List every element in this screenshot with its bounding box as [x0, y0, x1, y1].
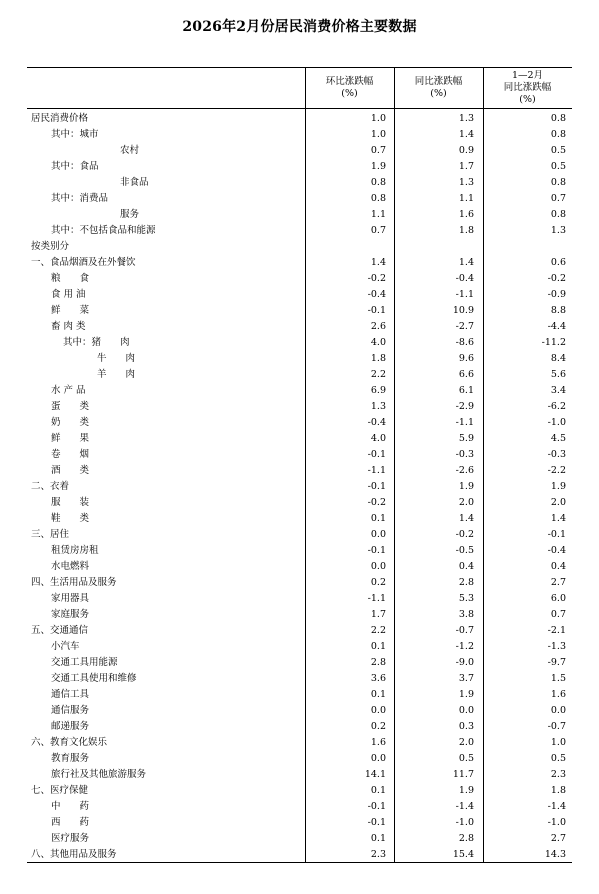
cumulative-value: -11.2 [541, 337, 566, 348]
cumulative-value: 0.5 [550, 753, 566, 764]
mom-value: 3.6 [370, 673, 386, 684]
table-row [27, 799, 572, 815]
row-label: 八、其他用品及服务 [31, 849, 117, 860]
row-label: 交通工具使用和维修 [51, 673, 137, 684]
row-label: 奶 类 [51, 417, 90, 428]
table-row [27, 335, 572, 351]
cumulative-value: -1.4 [547, 801, 566, 812]
table-row [27, 751, 572, 767]
table-row [27, 271, 572, 287]
mom-value: 0.0 [370, 753, 386, 764]
mom-value: 2.2 [370, 625, 386, 636]
mom-value: 1.0 [370, 113, 386, 124]
cumulative-value: 2.0 [550, 497, 566, 508]
yoy-value: 2.8 [458, 577, 474, 588]
yoy-value: -2.7 [455, 321, 474, 332]
table-row [27, 287, 572, 303]
yoy-value: 1.9 [458, 481, 474, 492]
table-row [27, 111, 572, 127]
table-row [27, 143, 572, 159]
yoy-value: 0.9 [458, 145, 474, 156]
table-row [27, 463, 572, 479]
yoy-value: 0.4 [458, 561, 474, 572]
cumulative-value: -2.1 [547, 625, 566, 636]
row-label: 西 药 [51, 817, 90, 828]
yoy-value: -9.0 [455, 657, 474, 668]
table-row [27, 559, 572, 575]
table-row [27, 303, 572, 319]
yoy-value: -0.4 [455, 273, 474, 284]
row-label: 粮 食 [51, 273, 90, 284]
row-label: 食 用 油 [51, 289, 86, 300]
table-row [27, 479, 572, 495]
cumulative-value: 1.4 [550, 513, 566, 524]
row-label: 其中：不包括食品和能源 [51, 225, 156, 236]
yoy-value: -1.1 [455, 289, 474, 300]
table-row [27, 607, 572, 623]
yoy-value: -0.7 [455, 625, 474, 636]
cumulative-value: 1.9 [550, 481, 566, 492]
mom-value: -0.1 [367, 801, 386, 812]
cumulative-value: 1.0 [550, 737, 566, 748]
mom-value: -0.1 [367, 545, 386, 556]
mom-value: -0.1 [367, 481, 386, 492]
mom-value: 0.1 [370, 513, 386, 524]
row-label: 羊 肉 [97, 369, 136, 380]
table-row [27, 495, 572, 511]
mom-value: 0.1 [370, 785, 386, 796]
yoy-value: 2.0 [458, 497, 474, 508]
yoy-value: 1.9 [458, 785, 474, 796]
table-row [27, 735, 572, 751]
yoy-value: -2.6 [455, 465, 474, 476]
row-label: 七、医疗保健 [31, 785, 89, 796]
cumulative-value: 0.8 [550, 177, 566, 188]
table-row [27, 127, 572, 143]
yoy-value: -2.9 [455, 401, 474, 412]
mom-value: 0.2 [370, 721, 386, 732]
mom-value: 1.4 [370, 257, 386, 268]
mom-value: -0.1 [367, 449, 386, 460]
yoy-value: 3.7 [458, 673, 474, 684]
cumulative-value: -1.3 [547, 641, 566, 652]
table-row [27, 687, 572, 703]
mom-value: 2.8 [370, 657, 386, 668]
row-label: 三、居住 [31, 529, 70, 540]
table-row [27, 543, 572, 559]
mom-value: 0.1 [370, 641, 386, 652]
row-label: 二、衣着 [31, 481, 70, 492]
mom-value: 2.2 [370, 369, 386, 380]
mom-value: 4.0 [370, 433, 386, 444]
row-label: 一、食品烟酒及在外餐饮 [31, 257, 136, 268]
table-row [27, 319, 572, 335]
cumulative-value: -0.9 [547, 289, 566, 300]
cumulative-value: -0.2 [547, 273, 566, 284]
yoy-value: 1.4 [458, 257, 474, 268]
yoy-value: 9.6 [458, 353, 474, 364]
cumulative-value: -6.2 [547, 401, 566, 412]
yoy-value: 1.6 [458, 209, 474, 220]
table-row [27, 703, 572, 719]
mom-value: -0.2 [367, 497, 386, 508]
mom-value: 0.0 [370, 529, 386, 540]
yoy-value: 6.1 [458, 385, 474, 396]
yoy-value: -8.6 [455, 337, 474, 348]
yoy-value: -0.3 [455, 449, 474, 460]
mom-value: 0.7 [370, 145, 386, 156]
yoy-value: 0.0 [458, 705, 474, 716]
yoy-value: 1.3 [458, 177, 474, 188]
mom-value: 2.3 [370, 849, 386, 860]
mom-value: 1.1 [370, 209, 386, 220]
yoy-value: 2.8 [458, 833, 474, 844]
mom-value: 0.8 [370, 193, 386, 204]
yoy-value: 11.7 [452, 769, 474, 780]
table-row [27, 159, 572, 175]
row-label: 牛 肉 [97, 353, 136, 364]
mom-value: 1.0 [370, 129, 386, 140]
yoy-value: 6.6 [458, 369, 474, 380]
cumulative-value: -0.7 [547, 721, 566, 732]
mom-value: -0.1 [367, 305, 386, 316]
row-label: 鲜 菜 [51, 305, 90, 316]
row-label: 医疗服务 [51, 833, 90, 844]
cumulative-value: -0.3 [547, 449, 566, 460]
yoy-value: 1.4 [458, 513, 474, 524]
table-row [27, 831, 572, 847]
row-label: 邮递服务 [51, 721, 90, 732]
mom-value: -1.1 [367, 465, 386, 476]
yoy-value: -1.4 [455, 801, 474, 812]
header-divider [27, 108, 572, 109]
row-label: 其中：消费品 [51, 193, 109, 204]
cpi-table [27, 67, 572, 863]
row-label: 家庭服务 [51, 609, 90, 620]
cumulative-value: 6.0 [550, 593, 566, 604]
row-label: 居民消费价格 [31, 113, 89, 124]
cumulative-value: 0.4 [550, 561, 566, 572]
mom-value: -1.1 [367, 593, 386, 604]
cumulative-value: -1.0 [547, 417, 566, 428]
mom-value: -0.1 [367, 817, 386, 828]
row-label: 畜 肉 类 [51, 321, 86, 332]
table-row [27, 511, 572, 527]
header-yoy: 同比涨跌幅 (%) [414, 76, 463, 99]
yoy-value: 1.1 [458, 193, 474, 204]
cumulative-value: 3.4 [550, 385, 566, 396]
cumulative-value: -2.2 [547, 465, 566, 476]
cumulative-value: -4.4 [547, 321, 566, 332]
table-row [27, 175, 572, 191]
row-label: 家用器具 [51, 593, 90, 604]
row-label: 蛋 类 [51, 401, 90, 412]
row-label: 中 药 [51, 801, 90, 812]
row-label: 六、教育文化娱乐 [31, 737, 108, 748]
yoy-value: 15.4 [452, 849, 474, 860]
table-row [27, 207, 572, 223]
yoy-value: 1.7 [458, 161, 474, 172]
table-row [27, 591, 572, 607]
yoy-value: 1.9 [458, 689, 474, 700]
yoy-value: 1.8 [458, 225, 474, 236]
mom-value: 0.0 [370, 561, 386, 572]
cumulative-value: -9.7 [547, 657, 566, 668]
table-row [27, 623, 572, 639]
table-row [27, 399, 572, 415]
mom-value: 0.0 [370, 705, 386, 716]
table-row [27, 255, 572, 271]
mom-value: -0.4 [367, 289, 386, 300]
row-label: 小汽车 [51, 641, 80, 652]
yoy-value: 0.3 [458, 721, 474, 732]
table-row [27, 639, 572, 655]
row-label: 教育服务 [51, 753, 90, 764]
mom-value: 0.2 [370, 577, 386, 588]
table-row [27, 223, 572, 239]
yoy-value: 10.9 [452, 305, 474, 316]
table-row [27, 719, 572, 735]
cumulative-value: 0.8 [550, 129, 566, 140]
mom-value: -0.2 [367, 273, 386, 284]
row-label: 农村 [120, 145, 140, 156]
table-row [27, 671, 572, 687]
yoy-value: 5.3 [458, 593, 474, 604]
mom-value: 0.1 [370, 833, 386, 844]
row-label: 水电燃料 [51, 561, 90, 572]
cumulative-value: -1.0 [547, 817, 566, 828]
yoy-value: 0.5 [458, 753, 474, 764]
cumulative-value: 0.6 [550, 257, 566, 268]
row-label: 通信服务 [51, 705, 90, 716]
mom-value: 1.7 [370, 609, 386, 620]
row-label: 五、交通通信 [31, 625, 89, 636]
table-row [27, 415, 572, 431]
yoy-value: 2.0 [458, 737, 474, 748]
mom-value: 6.9 [370, 385, 386, 396]
table-row [27, 783, 572, 799]
table-row [27, 383, 572, 399]
cumulative-value: 2.3 [550, 769, 566, 780]
row-label: 旅行社及其他旅游服务 [51, 769, 147, 780]
header-cumulative: 1—2月 同比涨跌幅 (%) [503, 70, 552, 105]
yoy-value: 1.4 [458, 129, 474, 140]
table-row [27, 351, 572, 367]
yoy-value: -0.2 [455, 529, 474, 540]
table-row [27, 575, 572, 591]
cumulative-value: 0.7 [550, 193, 566, 204]
row-label: 通信工具 [51, 689, 90, 700]
cumulative-value: 0.5 [550, 161, 566, 172]
mom-value: -0.4 [367, 417, 386, 428]
cumulative-value: 1.8 [550, 785, 566, 796]
row-label: 四、生活用品及服务 [31, 577, 117, 588]
table-row [27, 447, 572, 463]
cumulative-value: 8.8 [550, 305, 566, 316]
cumulative-value: 1.5 [550, 673, 566, 684]
row-label: 其中：食品 [51, 161, 99, 172]
table-row [27, 431, 572, 447]
row-label: 非食品 [120, 177, 149, 188]
mom-value: 1.6 [370, 737, 386, 748]
cumulative-value: 8.4 [550, 353, 566, 364]
row-label: 水 产 品 [51, 385, 86, 396]
table-row [27, 767, 572, 783]
row-label: 按类别分 [31, 241, 70, 252]
cumulative-value: 0.5 [550, 145, 566, 156]
yoy-value: 3.8 [458, 609, 474, 620]
page-title: 2026年2月份居民消费价格主要数据 [182, 19, 417, 35]
mom-value: 1.3 [370, 401, 386, 412]
mom-value: 14.1 [364, 769, 386, 780]
row-label: 酒 类 [51, 465, 90, 476]
yoy-value: -1.1 [455, 417, 474, 428]
yoy-value: -1.2 [455, 641, 474, 652]
cumulative-value: -0.4 [547, 545, 566, 556]
row-label: 其中：猪 肉 [63, 337, 130, 348]
mom-value: 0.1 [370, 689, 386, 700]
row-label: 鲜 果 [51, 433, 90, 444]
table-row [27, 191, 572, 207]
table-row [27, 367, 572, 383]
row-label: 服务 [120, 209, 140, 220]
row-label: 鞋 类 [51, 513, 90, 524]
cumulative-value: 2.7 [550, 833, 566, 844]
yoy-value: -0.5 [455, 545, 474, 556]
cumulative-value: 0.0 [550, 705, 566, 716]
cumulative-value: 0.8 [550, 209, 566, 220]
mom-value: 0.7 [370, 225, 386, 236]
cumulative-value: 14.3 [544, 849, 566, 860]
table-row [27, 847, 572, 863]
mom-value: 1.8 [370, 353, 386, 364]
table-row [27, 655, 572, 671]
row-label: 其中：城市 [51, 129, 99, 140]
row-label: 卷 烟 [51, 449, 90, 460]
cumulative-value: 0.8 [550, 113, 566, 124]
header-mom: 环比涨跌幅 (%) [325, 76, 374, 99]
cumulative-value: 5.6 [550, 369, 566, 380]
cumulative-value: -0.1 [547, 529, 566, 540]
mom-value: 4.0 [370, 337, 386, 348]
yoy-value: -1.0 [455, 817, 474, 828]
row-label: 租赁房房租 [51, 545, 99, 556]
row-label: 服 装 [51, 497, 90, 508]
yoy-value: 1.3 [458, 113, 474, 124]
mom-value: 2.6 [370, 321, 386, 332]
cumulative-value: 4.5 [550, 433, 566, 444]
cumulative-value: 1.3 [550, 225, 566, 236]
table-row [27, 239, 572, 255]
yoy-value: 5.9 [458, 433, 474, 444]
cumulative-value: 1.6 [550, 689, 566, 700]
mom-value: 1.9 [370, 161, 386, 172]
row-label: 交通工具用能源 [51, 657, 118, 668]
table-row [27, 815, 572, 831]
cumulative-value: 2.7 [550, 577, 566, 588]
mom-value: 0.8 [370, 177, 386, 188]
cumulative-value: 0.7 [550, 609, 566, 620]
table-row [27, 527, 572, 543]
